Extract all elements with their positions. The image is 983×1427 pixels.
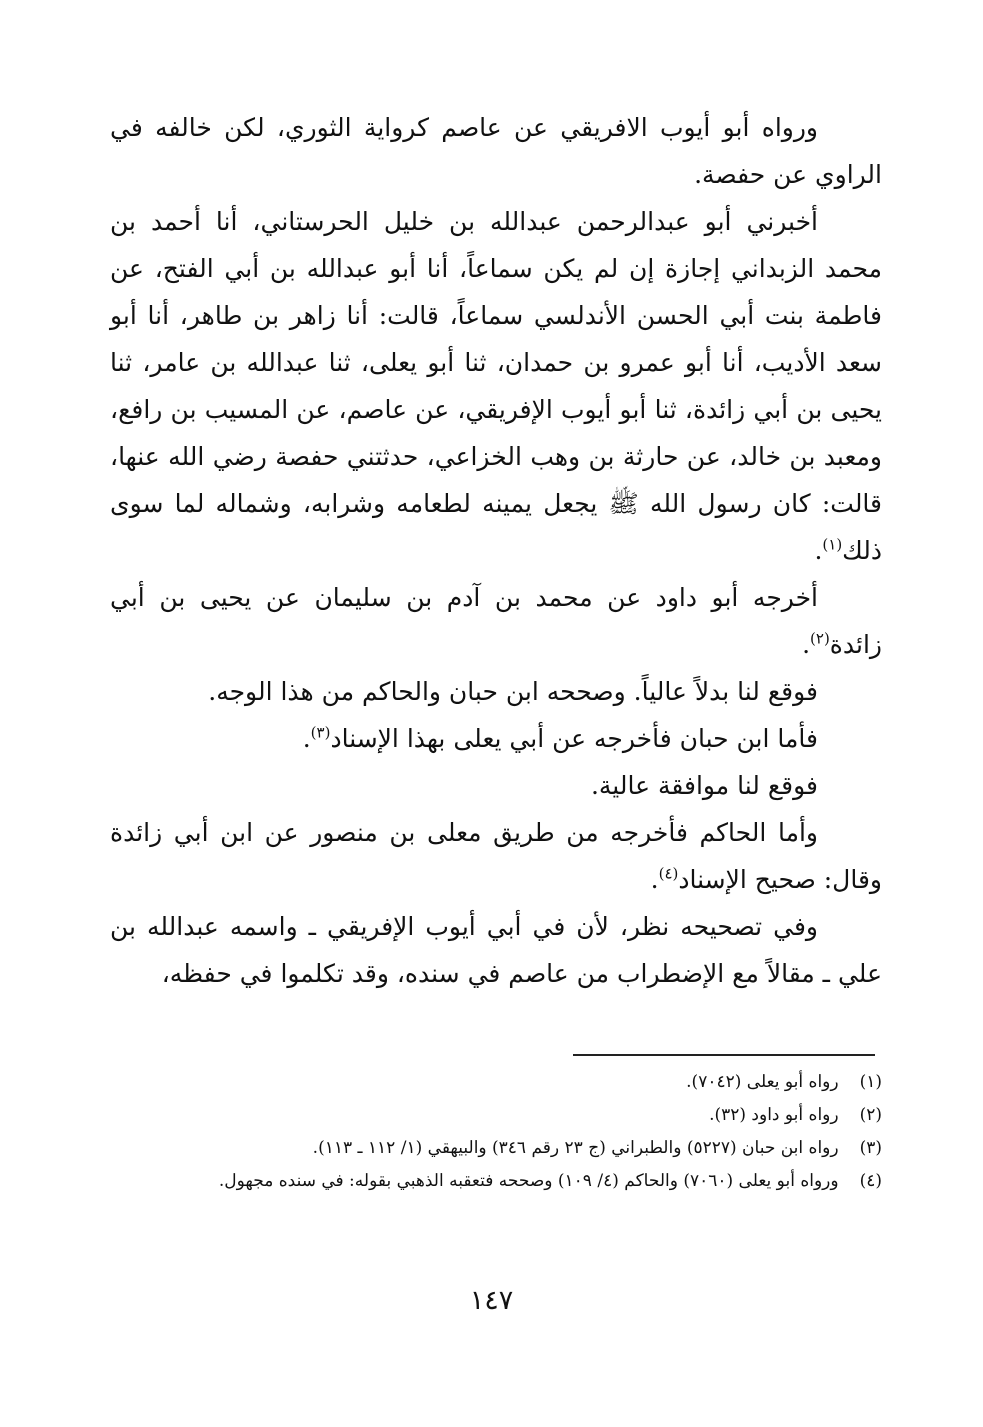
footnote-text: رواه ابن حبان (٥٢٢٧) والطبراني (ج ٢٣ رقم ٣٤٦) والبيهقي (١/ ١١٢ ـ ١١٣). [312, 1138, 839, 1158]
paragraph-text: فوقع لنا موافقة عالية. [590, 771, 818, 800]
footnote-2 [110, 1099, 882, 1132]
main-text [110, 104, 882, 997]
footnote-ref-3[interactable]: (٣) [310, 723, 331, 742]
paragraph-3 [110, 574, 882, 668]
footnote-4 [110, 1165, 882, 1198]
paragraph-tail: . [650, 865, 659, 894]
footnote-text: ورواه أبو يعلى (٧٠٦٠) والحاكم (٤/ ١٠٩) وصححه فتعقبه الذهبي بقوله: في سنده مجهول. [218, 1171, 839, 1191]
paragraph-text: فوقع لنا بدلاً عالياً. وصححه ابن حبان والحاكم من هذا الوجه. [208, 677, 818, 706]
footnote-number: (٤) [859, 1171, 882, 1191]
footnotes [110, 1066, 882, 1198]
paragraph-1 [110, 104, 882, 198]
footnote-text: رواه أبو داود (٣٢). [709, 1105, 839, 1125]
footnote-separator [573, 1054, 875, 1056]
footnote-number: (١) [859, 1072, 882, 1092]
footnote-ref-1[interactable]: (١) [822, 535, 843, 554]
footnote-number: (٣) [859, 1138, 882, 1158]
paragraph-text: أخبرني أبو عبدالرحمن عبدالله بن خليل الحرستاني، أنا أحمد بن محمد الزبداني إجازة إن لم يكن سماعاً، أنا أبو عبدالله بن أبي الفتح، عن فاطمة بنت أبي الحسن الأندلسي سماعاً، قالت: أنا زاهر بن طاهر، أنا أبو سعد الأديب، أنا أبو عمرو بن حمدان، ثنا أبو يعلى، ثنا عبدالله بن عامر، ثنا يحيى بن أبي زائدة، ثنا أبو أيوب الإفريقي، عن عاصم، عن المسيب بن رافع، ومعبد بن خالد، عن حارثة بن وهب الخزاعي، حدثتني حفصة رضي الله عنها، قالت: كان رسول الله ﷺ يجعل يمينه لطعامه وشرابه، وشماله لما سوى ذلك [110, 207, 882, 565]
paragraph-text: فأما ابن حبان فأخرجه عن أبي يعلى بهذا الإسناد [330, 724, 818, 753]
footnote-3 [110, 1132, 882, 1165]
paragraph-text: أخرجه أبو داود عن محمد بن آدم بن سليمان عن يحيى بن أبي زائدة [110, 583, 882, 659]
paragraph-7 [110, 809, 882, 903]
paragraph-text: وأما الحاكم فأخرجه من طريق معلى بن منصور عن ابن أبي زائدة وقال: صحيح الإسناد [110, 818, 882, 894]
footnote-1 [110, 1066, 882, 1099]
paragraph-6 [110, 762, 882, 809]
paragraph-text: وفي تصحيحه نظر، لأن في أبي أيوب الإفريقي ـ واسمه عبدالله بن علي ـ مقالاً مع الإضطراب من عاصم في سنده، وقد تكلموا في حفظه، [110, 912, 882, 988]
paragraph-2 [110, 198, 882, 574]
paragraph-tail: . [814, 536, 823, 565]
footnote-text: رواه أبو يعلى (٧٠٤٢). [686, 1072, 839, 1092]
paragraph-tail: . [802, 630, 811, 659]
paragraph-4 [110, 668, 882, 715]
page-number: ١٤٧ [469, 1285, 514, 1316]
paragraph-text: ورواه أبو أيوب الافريقي عن عاصم كرواية الثوري، لكن خالفه في الراوي عن حفصة. [110, 113, 882, 189]
paragraph-8 [110, 903, 882, 997]
footnote-number: (٢) [859, 1105, 882, 1125]
footnote-ref-2[interactable]: (٢) [810, 629, 830, 648]
paragraph-tail: . [302, 724, 311, 753]
paragraph-5 [110, 715, 882, 762]
footnote-ref-4[interactable]: (٤) [658, 864, 679, 883]
